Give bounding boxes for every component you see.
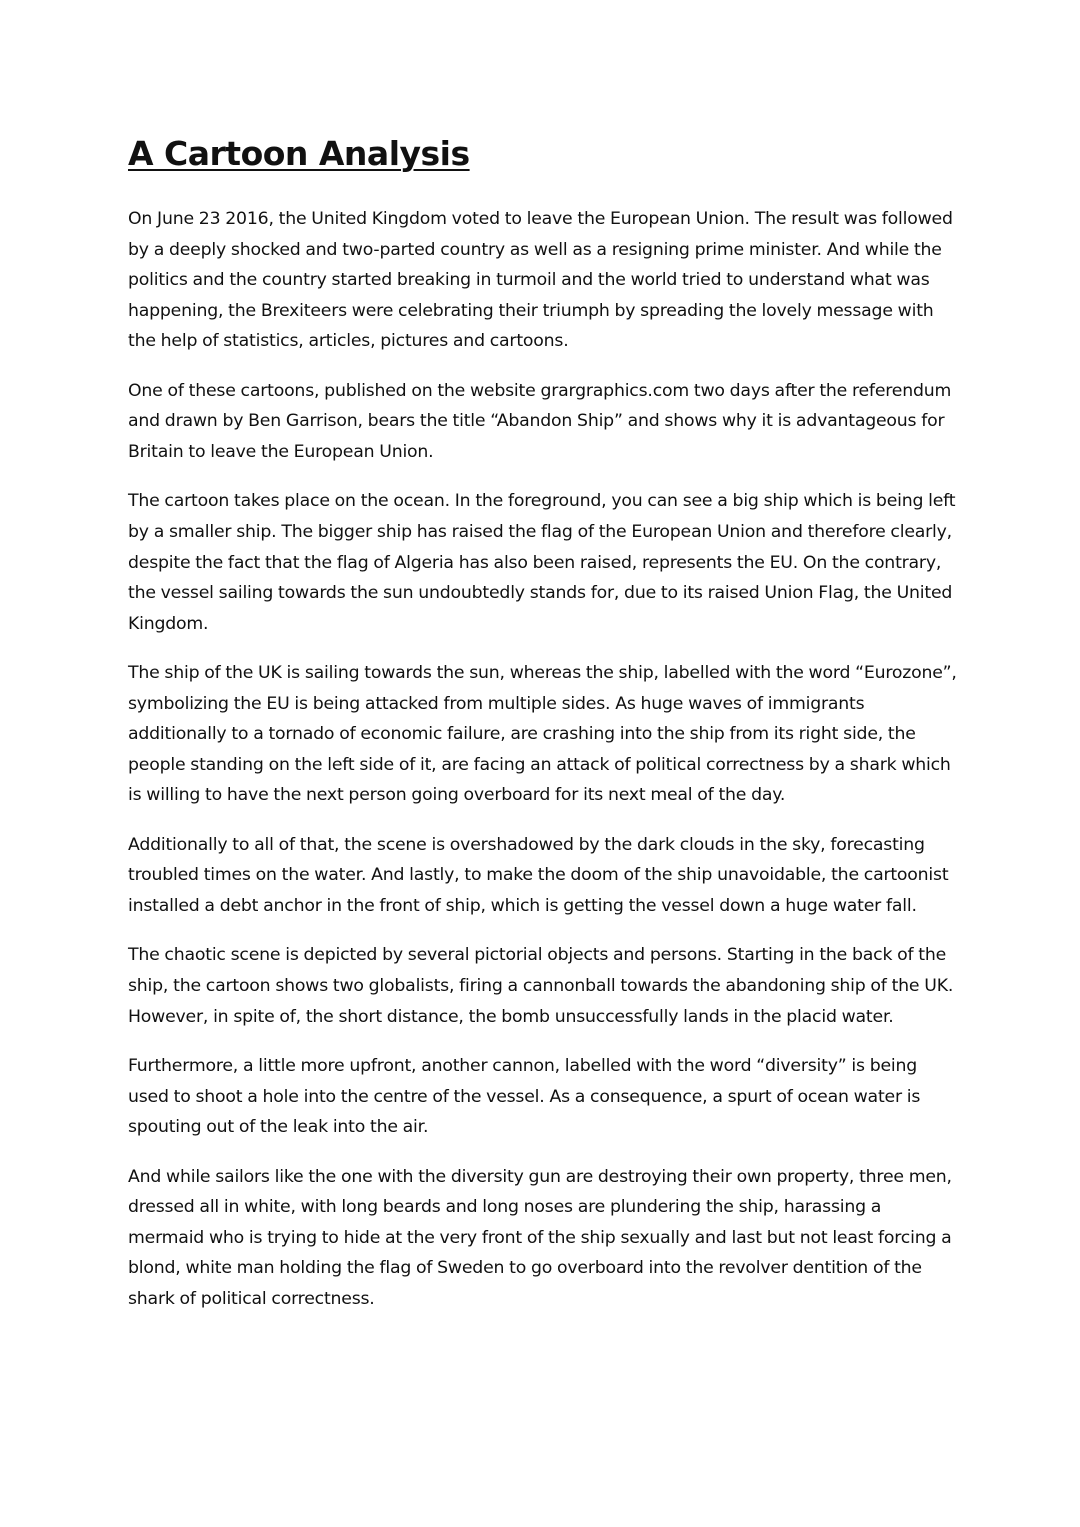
- paragraph-7: Furthermore, a little more upfront, another cannon, labelled with the word “diversity” is being used to shoot a hole into the centre of the vessel. As a consequence, a spurt of ocean water is spouting out of the leak into the air.: [128, 1056, 921, 1138]
- document-page: [128, 128, 960, 1333]
- paragraph-1: On June 23 2016, the United Kingdom voted to leave the European Union. The result was followed by a deeply shocked and two-parted country as well as a resigning prime minister. And while the politics and the country started breaking in turmoil and the world tried to understand what was happening, the Brexiteers were celebrating their triumph by spreading the lovely message with the help of statistics, articles, pictures and cartoons.: [128, 209, 953, 352]
- paragraph-5: Additionally to all of that, the scene is overshadowed by the dark clouds in the sky, forecasting troubled times on the water. And lastly, to make the doom of the ship unavoidable, the cartoonist installed a debt anchor in the front of ship, which is getting the vessel down a huge water fall.: [128, 834, 949, 917]
- document-title: A Cartoon Analysis: [128, 134, 470, 173]
- paragraph-6: The chaotic scene is depicted by several pictorial objects and persons. Starting in the back of the ship, the cartoon shows two globalists, firing a cannonball towards the abandoning ship of the UK. However, in spite of, the short distance, the bomb unsuccessfully lands in the placid water.: [128, 945, 954, 1027]
- paragraph-4: The ship of the UK is sailing towards the sun, whereas the ship, labelled with the word “Eurozone”, symbolizing the EU is being attacked from multiple sides. As huge waves of immigrants additionally to a tornado of economic failure, are crashing into the ship from its right side, the people standing on the left side of it, are facing an attack of political correctness by a shark which is willing to have the next person going overboard for its next meal of the day.: [128, 663, 957, 806]
- paragraph-3: The cartoon takes place on the ocean. In the foreground, you can see a big ship which is being left by a smaller ship. The bigger ship has raised the flag of the European Union and therefore clearly, despite the fact that the flag of Algeria has also been raised, represents the EU. On the contrary, the vessel sailing towards the sun undoubtedly stands for, due to its raised Union Flag, the United Kingdom.: [128, 491, 956, 634]
- paragraph-2: One of these cartoons, published on the website grargraphics.com two days after the referendum and drawn by Ben Garrison, bears the title “Abandon Ship” and shows why it is advantageous for Britain to leave the European Union.: [128, 380, 952, 462]
- paragraph-8: And while sailors like the one with the diversity gun are destroying their own property, three men, dressed all in white, with long beards and long noses are plundering the ship, harassing a mermaid who is trying to hide at the very front of the ship sexually and last but not least forcing a blond, white man holding the flag of Sweden to go overboard into the revolver dentition of the shark of political correctness.: [128, 1166, 952, 1309]
